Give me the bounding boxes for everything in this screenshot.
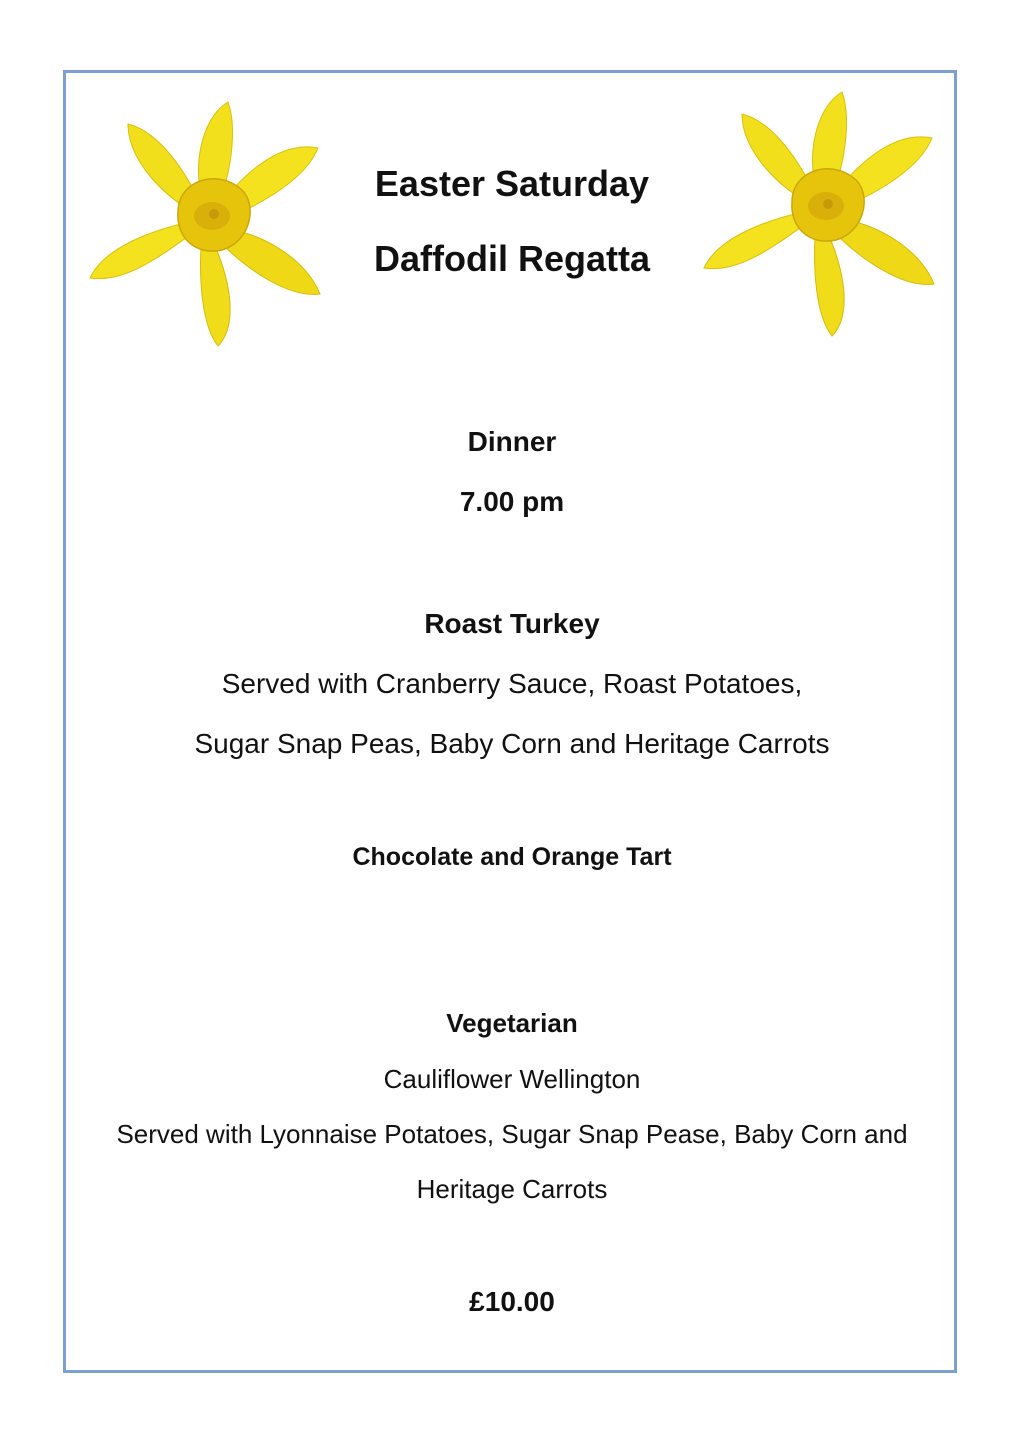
daffodil-icon [690, 86, 950, 346]
main-course-title: Roast Turkey [424, 608, 600, 639]
vegetarian-description-line1: Served with Lyonnaise Potatoes, Sugar Snap Pease, Baby Corn and [116, 1119, 908, 1149]
vegetarian-description-line2: Heritage Carrots [416, 1174, 608, 1204]
main-course-description-line2: Sugar Snap Peas, Baby Corn and Heritage Carrots [194, 728, 830, 759]
vegetarian-heading: Vegetarian [446, 1008, 578, 1038]
menu-price: £10.00 [469, 1286, 555, 1317]
event-title-line1: Easter Saturday [374, 163, 650, 204]
meal-name: Dinner [467, 426, 557, 457]
event-title-line2: Daffodil Regatta [373, 238, 650, 279]
dessert-title: Chocolate and Orange Tart [352, 843, 672, 871]
meal-time: 7.00 pm [459, 486, 565, 517]
main-course-description-line1: Served with Cranberry Sauce, Roast Potatoes, [221, 668, 803, 699]
vegetarian-dish: Cauliflower Wellington [383, 1064, 641, 1094]
daffodil-icon [78, 90, 338, 350]
